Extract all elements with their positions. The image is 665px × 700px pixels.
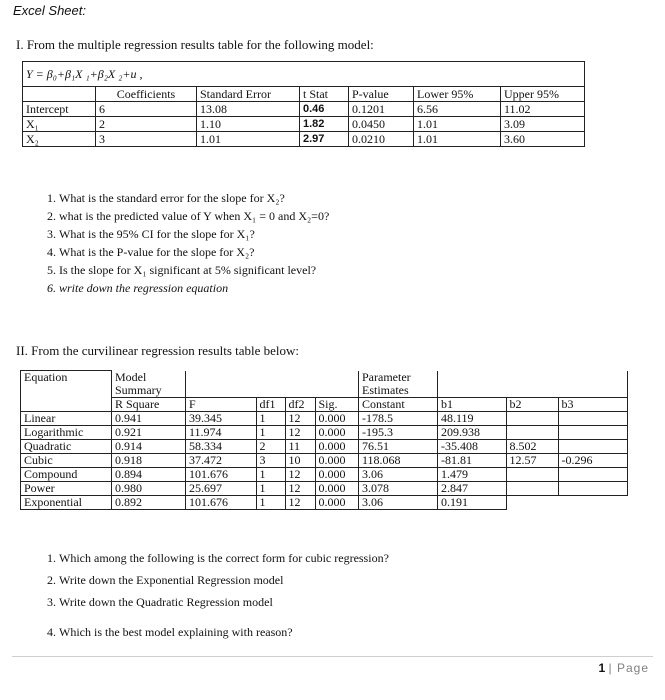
table2-cell: 1 [256, 411, 285, 425]
sheet-header: Excel Sheet: [13, 3, 86, 18]
table1-cell: 13.08 [197, 102, 300, 117]
table2-cell: Compound [21, 467, 112, 481]
table2-cell: Cubic [21, 453, 112, 467]
table2-cell: 0.918 [112, 453, 186, 467]
table2-cell: -35.408 [438, 439, 507, 453]
table1-row [23, 132, 585, 147]
table1-cell: 1.01 [414, 132, 501, 147]
table1-cell: 6.56 [414, 102, 501, 117]
table2-cell [506, 467, 558, 481]
question-item: 4. What is the P-value for the slope for X₂? [59, 243, 329, 261]
table2-cell: 0.980 [112, 481, 186, 495]
table2-cell: 0.000 [315, 453, 359, 467]
table2-cell: 0.921 [112, 425, 186, 439]
table2-cell [506, 495, 558, 509]
table1-cell: 3.60 [501, 132, 585, 147]
table2-cell: 1 [256, 467, 285, 481]
col-header: F [186, 397, 257, 411]
question-item: 1. Which among the following is the correct form for cubic regression? [59, 547, 389, 569]
table2-cell: 2 [256, 439, 285, 453]
section2-questions [37, 547, 389, 643]
table1-cell: X₁ [23, 117, 96, 132]
parameter-estimates-header: Parameter [359, 371, 438, 384]
table1-cell: X₂ [23, 132, 96, 147]
table2-cell: Logarithmic [21, 425, 112, 439]
table2-cell: 11 [285, 439, 315, 453]
col-header: df2 [285, 397, 315, 411]
col-header: df1 [256, 397, 285, 411]
col-header: b3 [558, 397, 628, 411]
table2-cell [506, 481, 558, 495]
model-summary-header: Model [112, 371, 186, 384]
table2-cell: 76.51 [359, 439, 438, 453]
table2-row [21, 467, 628, 481]
table2-cell: 1 [256, 425, 285, 439]
table1-header-cell: Coefficients [96, 87, 197, 102]
col-header: R Square [112, 397, 186, 411]
parameter-estimates-header-2: Estimates [359, 384, 438, 398]
table2-cell: 0.941 [112, 411, 186, 425]
col-header: b2 [506, 397, 558, 411]
question-item: 5. Is the slope for X₁ significant at 5% significant level? [59, 261, 329, 279]
table1-cell: 2 [96, 117, 197, 132]
table1-header-cell: t Stat [300, 87, 349, 102]
col-header: Sig. [315, 397, 359, 411]
table2-cell: 25.697 [186, 481, 257, 495]
multiple-regression-table [22, 61, 585, 147]
table1-header-cell: Upper 95% [501, 87, 585, 102]
page-label: | Page [608, 661, 649, 675]
table2-cell: Linear [21, 411, 112, 425]
table1-row [23, 102, 585, 117]
table2-cell: 10 [285, 453, 315, 467]
table2-header-row [21, 371, 628, 384]
page-footer [598, 661, 649, 675]
table2-row [21, 439, 628, 453]
table2-cell [506, 425, 558, 439]
question-item: 1. What is the standard error for the slope for X₂? [59, 189, 329, 207]
table2-cell: 2.847 [438, 481, 507, 495]
table2-cell: 209.938 [438, 425, 507, 439]
question-item: 6. write down the regression equation [59, 279, 329, 297]
table2-cell: 0.914 [112, 439, 186, 453]
table2-cell: 12.57 [506, 453, 558, 467]
table2-cell: 39.345 [186, 411, 257, 425]
table2-row [21, 411, 628, 425]
table2-cell [558, 411, 628, 425]
table2-cell: 0.000 [315, 411, 359, 425]
table2-cell: 3.06 [359, 467, 438, 481]
footer-divider [12, 656, 653, 657]
col-header: b1 [438, 397, 507, 411]
section1-questions [37, 189, 329, 297]
curvilinear-regression-table [20, 370, 628, 510]
table2-row [21, 495, 628, 509]
table1-header-cell: Standard Error [197, 87, 300, 102]
table2-cell: 0.000 [315, 481, 359, 495]
table2-cell [558, 467, 628, 481]
table2-cell: 1 [256, 481, 285, 495]
table1-header-cell: P-value [349, 87, 414, 102]
page-number: 1 [598, 661, 606, 675]
table2-cell [506, 411, 558, 425]
table2-cell: 48.119 [438, 411, 507, 425]
table2-row [21, 425, 628, 439]
table2-cell: Exponential [21, 495, 112, 509]
table2-cell: 8.502 [506, 439, 558, 453]
table2-cell: 101.676 [186, 467, 257, 481]
table2-cell: 3 [256, 453, 285, 467]
question-item: 3. What is the 95% CI for the slope for X₁? [59, 225, 329, 243]
table1-cell: 3.09 [501, 117, 585, 132]
table2-cell: 0.191 [438, 495, 507, 509]
table2-cell: 12 [285, 425, 315, 439]
question-item: 2. Write down the Exponential Regression model [59, 569, 389, 591]
table2-cell: 37.472 [186, 453, 257, 467]
table1-cell: 1.82 [300, 117, 349, 132]
question-item: 4. Which is the best model explaining with reason? [59, 621, 389, 643]
table2-cell: 0.000 [315, 495, 359, 509]
section2-title: II. From the curvilinear regression results table below: [16, 343, 300, 358]
table2-row [21, 481, 628, 495]
table2-cell: 101.676 [186, 495, 257, 509]
model-summary-header-2: Summary [112, 384, 186, 398]
table2-cell: -178.5 [359, 411, 438, 425]
table1-cell: 0.46 [300, 102, 349, 117]
table1-cell: 1.10 [197, 117, 300, 132]
table1-header-cell [23, 87, 96, 102]
table2-cell: 1 [256, 495, 285, 509]
table2-cell: 11.974 [186, 425, 257, 439]
table1-cell: 0.0450 [349, 117, 414, 132]
question-item: 2. what is the predicted value of Y when X₁ = 0 and X₂=0? [59, 207, 329, 225]
table2-cell: 0.892 [112, 495, 186, 509]
table2-cell [558, 481, 628, 495]
table2-cell: 0.000 [315, 439, 359, 453]
table1-header-cell: Lower 95% [414, 87, 501, 102]
table2-cell: 12 [285, 481, 315, 495]
table2-cell: 12 [285, 495, 315, 509]
table2-row [21, 453, 628, 467]
table2-cell: Power [21, 481, 112, 495]
table1-cell: Intercept [23, 102, 96, 117]
table2-cell: -81.81 [438, 453, 507, 467]
model-equation: Y = β₀+β₁X ₁+β₂X ₂+u , [23, 62, 585, 87]
col-header: Constant [359, 397, 438, 411]
table2-header-row [21, 384, 628, 398]
question-item: 3. Write down the Quadratic Regression model [59, 591, 389, 613]
table1-cell: 2.97 [300, 132, 349, 147]
table2-cell: Quadratic [21, 439, 112, 453]
table1-cell: 1.01 [414, 117, 501, 132]
table2-cell: 3.06 [359, 495, 438, 509]
table2-cell [558, 495, 628, 509]
table2-cell: -195.3 [359, 425, 438, 439]
table2-column-header-row [21, 397, 628, 411]
table2-cell: 3.078 [359, 481, 438, 495]
table2-cell: -0.296 [558, 453, 628, 467]
table1-row [23, 117, 585, 132]
table1-header-row [23, 87, 585, 102]
table2-cell: 12 [285, 467, 315, 481]
table1-cell: 0.1201 [349, 102, 414, 117]
table2-cell: 58.334 [186, 439, 257, 453]
table1-cell: 6 [96, 102, 197, 117]
table1-cell: 0.0210 [349, 132, 414, 147]
table2-cell: 1.479 [438, 467, 507, 481]
table1-cell: 11.02 [501, 102, 585, 117]
table2-cell: 0.000 [315, 467, 359, 481]
table2-cell [558, 425, 628, 439]
equation-header: Equation [21, 371, 112, 412]
table2-cell [558, 439, 628, 453]
table2-cell: 12 [285, 411, 315, 425]
table2-cell: 0.000 [315, 425, 359, 439]
table1-cell: 1.01 [197, 132, 300, 147]
table2-cell: 118.068 [359, 453, 438, 467]
table1-cell: 3 [96, 132, 197, 147]
section1-title: I. From the multiple regression results table for the following model: [16, 37, 374, 52]
table2-cell: 0.894 [112, 467, 186, 481]
